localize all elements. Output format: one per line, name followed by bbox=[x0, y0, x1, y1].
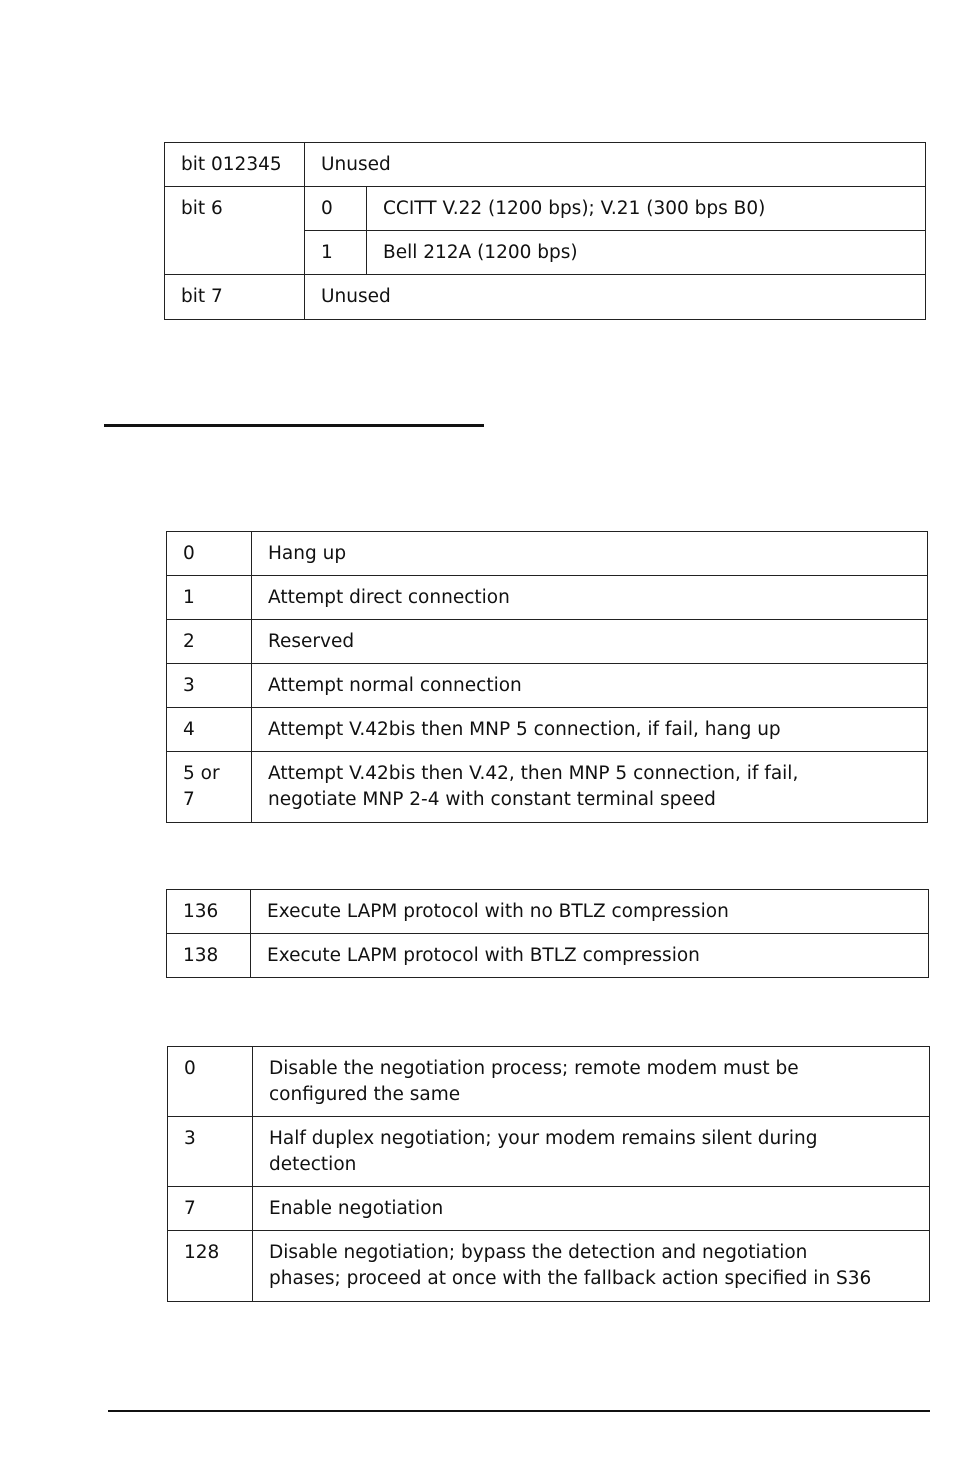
value-description: Hang up bbox=[252, 532, 928, 576]
footer-rule bbox=[108, 1410, 930, 1412]
value-code: 1 bbox=[167, 576, 252, 620]
description-line: Attempt V.42bis then V.42, then MNP 5 connection, if fail, bbox=[268, 763, 799, 784]
table-row bbox=[167, 576, 928, 620]
bit-value: Unused bbox=[305, 143, 926, 187]
bit-settings-table bbox=[164, 142, 926, 320]
table-row bbox=[167, 532, 928, 576]
table-row bbox=[165, 187, 926, 231]
table-row bbox=[167, 934, 929, 978]
value-code: 5 or 7 bbox=[167, 752, 252, 823]
value-code: 3 bbox=[168, 1117, 253, 1187]
negotiation-table bbox=[167, 1046, 930, 1302]
table-row bbox=[168, 1117, 930, 1187]
option-code: 0 bbox=[305, 187, 367, 231]
bit-value: Unused bbox=[305, 275, 926, 320]
description-line: Half duplex negotiation; your modem remains silent during bbox=[269, 1128, 818, 1149]
value-description: Attempt V.42bis then MNP 5 connection, if fail, hang up bbox=[252, 708, 928, 752]
description-line: Disable the negotiation process; remote modem must be bbox=[269, 1058, 799, 1079]
value-code: 2 bbox=[167, 620, 252, 664]
table-row bbox=[167, 890, 929, 934]
value-description: Reserved bbox=[252, 620, 928, 664]
lapm-protocol-table bbox=[166, 889, 929, 978]
description-line: Disable negotiation; bypass the detection and negotiation bbox=[269, 1242, 808, 1263]
value-description: Execute LAPM protocol with no BTLZ compression bbox=[251, 890, 929, 934]
connection-mode-table bbox=[166, 531, 928, 823]
value-description bbox=[253, 1231, 930, 1302]
description-line: configured the same bbox=[269, 1084, 461, 1105]
option-code: 1 bbox=[305, 231, 367, 275]
value-description bbox=[253, 1047, 930, 1117]
table-row bbox=[168, 1231, 930, 1302]
table-row bbox=[167, 620, 928, 664]
description-line: detection bbox=[269, 1154, 357, 1175]
value-description: Attempt normal connection bbox=[252, 664, 928, 708]
value-code: 138 bbox=[167, 934, 251, 978]
value-code: 136 bbox=[167, 890, 251, 934]
value-code: 7 bbox=[168, 1187, 253, 1231]
value-description: Attempt direct connection bbox=[252, 576, 928, 620]
value-description bbox=[252, 752, 928, 823]
bit-label: bit 6 bbox=[165, 187, 305, 275]
bit-label: bit 7 bbox=[165, 275, 305, 320]
table-row bbox=[167, 708, 928, 752]
table-row bbox=[168, 1187, 930, 1231]
value-code: 4 bbox=[167, 708, 252, 752]
value-code: 0 bbox=[167, 532, 252, 576]
value-code: 3 bbox=[167, 664, 252, 708]
table-row bbox=[167, 752, 928, 823]
value-code: 0 bbox=[168, 1047, 253, 1117]
bit-label: bit 012345 bbox=[165, 143, 305, 187]
table-row bbox=[167, 664, 928, 708]
value-description bbox=[253, 1117, 930, 1187]
option-description: CCITT V.22 (1200 bps); V.21 (300 bps B0) bbox=[367, 187, 926, 231]
table-row bbox=[165, 143, 926, 187]
value-description: Execute LAPM protocol with BTLZ compression bbox=[251, 934, 929, 978]
table-row bbox=[165, 275, 926, 320]
section-heading-rule bbox=[104, 424, 484, 427]
option-description: Bell 212A (1200 bps) bbox=[367, 231, 926, 275]
description-line: negotiate MNP 2-4 with constant terminal speed bbox=[268, 789, 716, 810]
value-description: Enable negotiation bbox=[253, 1187, 930, 1231]
description-line: phases; proceed at once with the fallback action specified in S36 bbox=[269, 1268, 872, 1289]
value-code: 128 bbox=[168, 1231, 253, 1302]
table-row bbox=[168, 1047, 930, 1117]
